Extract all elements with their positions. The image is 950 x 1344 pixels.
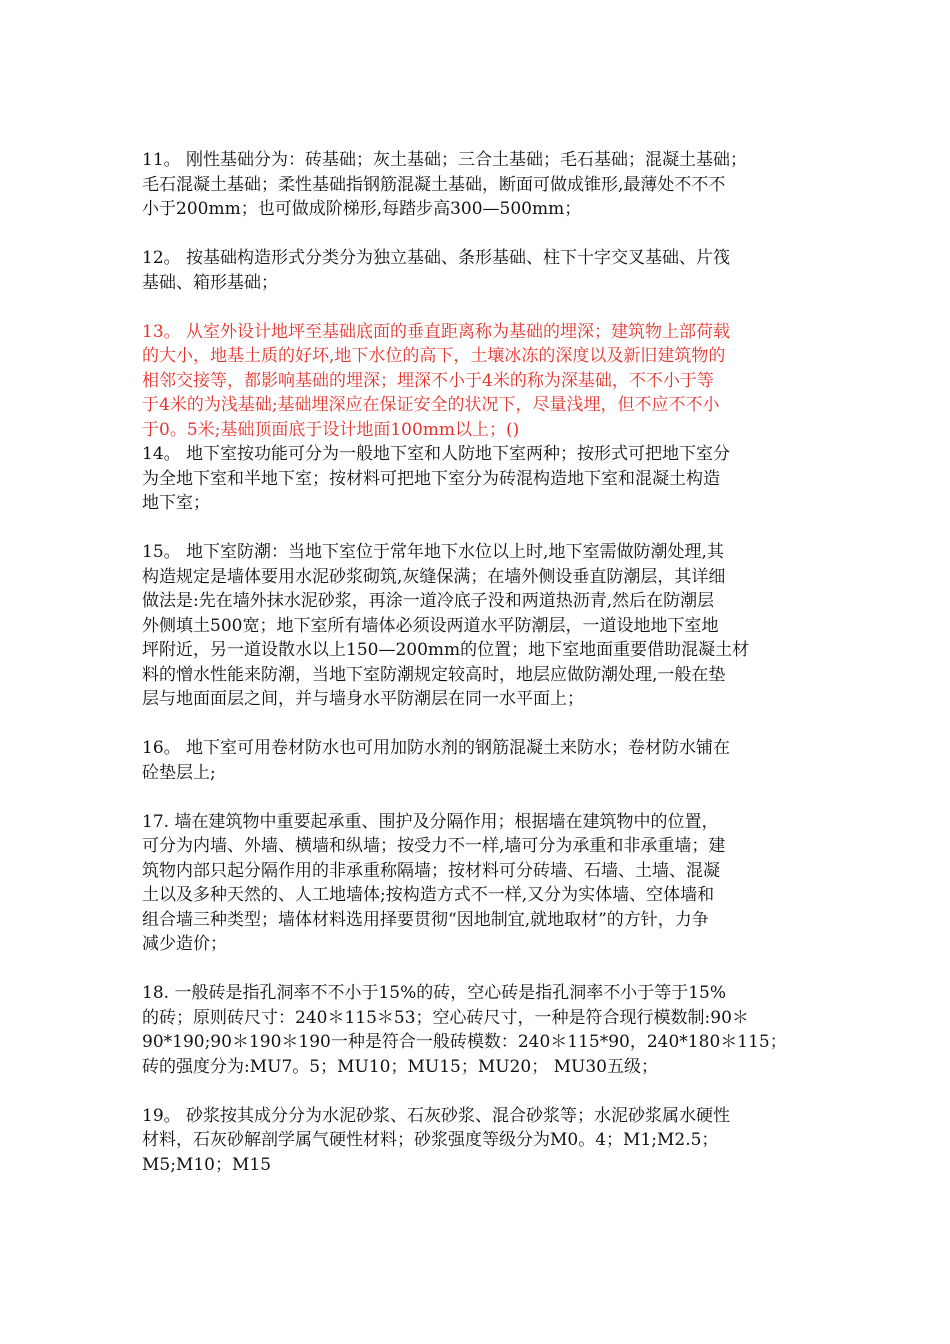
paragraph-12: 12。 按基础构造形式分类分为独立基础、条形基础、柱下十字交叉基础、片筏 基础、箱形基础； bbox=[142, 248, 731, 293]
paragraph-16: 16。 地下室可用卷材防水也可用加防水剂的钢筋混凝土来防水；卷材防水铺在 砼垫层上; bbox=[142, 738, 731, 783]
paragraph-19: 19。 砂浆按其成分分为水泥砂浆、石灰砂浆、混合砂浆等；水泥砂浆属水硬性 材料，石灰砂解剖学属气硬性材料；砂浆强度等级分为M0。4；M1;M2.5； M5;M10；M15 bbox=[142, 1105, 731, 1175]
paragraph-18: 18. 一般砖是指孔洞率不不小于15%的砖，空心砖是指孔洞率不小于等于15% 的砖；原则砖尺寸：240＊115＊53；空心砖尺寸，一种是符合现行模数制:90＊ 90*190;90＊190＊190一种是符合一般砖模数：240＊115*90，240*180＊115； 砖的强度分为:MU7。5；MU10；MU15；MU20； MU30五级； bbox=[142, 983, 787, 1077]
paragraph-11: 11。 刚性基础分为：砖基础；灰土基础；三合土基础；毛石基础；混凝土基础； 毛石混凝土基础；柔性基础指钢筋混凝土基础，断面可做成锥形,最薄处不不不 小于200mm；也可做成阶梯形,每踏步高300—500mm； bbox=[142, 150, 748, 219]
document-body bbox=[142, 148, 822, 1177]
paragraph-15: 15。 地下室防潮：当地下室位于常年地下水位以上时,地下室需做防潮处理,其 构造规定是墙体要用水泥砂浆砌筑,灰缝保满；在墙外侧设垂直防潮层，其详细 做法是:先在墙外抹水泥砂浆，再涂一道冷底子没和两道热沥青,然后在防潮层 外侧填土500宽；地下室所有墙体必须设两道水平防潮层，一道设地地下室地 坪附近，另一道设散水以上150—200mm的位置；地下室地面重要借助混凝土材 料的憎水性能来防潮，当地下室防潮规定较高时，地层应做防潮处理,一般在垫 层与地面面层之间，并与墙身水平防潮层在同一水平面上； bbox=[142, 542, 750, 709]
paragraph-17: 17. 墙在建筑物中重要起承重、围护及分隔作用；根据墙在建筑物中的位置， 可分为内墙、外墙、横墙和纵墙；按受力不一样,墙可分为承重和非承重墙；建 筑物内部只起分隔作用的非承重称隔墙；按材料可分砖墙、石墙、土墙、混凝 土以及多种天然的、人工地墙体;按构造方式不一样,又分为实体墙、空体墙和 组合墙三种类型；墙体材料选用择要贯彻“因地制宜,就地取材”的方针，力争 减少造价； bbox=[142, 811, 726, 954]
paragraph-13-highlighted: 13。 从室外设计地坪至基础底面的垂直距离称为基础的埋深；建筑物上部荷载 的大小，地基土质的好坏,地下水位的高下，土壤冰冻的深度以及新旧建筑物的 相邻交接等，都影响基础的埋深；埋深不小于4米的称为深基础，不不小于等 于4米的为浅基础;基础埋深应在保证安全的状况下，尽量浅埋，但不应不不小 于0。5米;基础顶面底于设计地面100mm以上；() bbox=[142, 321, 731, 440]
paragraph-14: 14。 地下室按功能可分为一般地下室和人防地下室两种；按形式可把地下室分 为全地下室和半地下室；按材料可把地下室分为砖混构造地下室和混凝土构造 地下室； bbox=[142, 444, 731, 513]
